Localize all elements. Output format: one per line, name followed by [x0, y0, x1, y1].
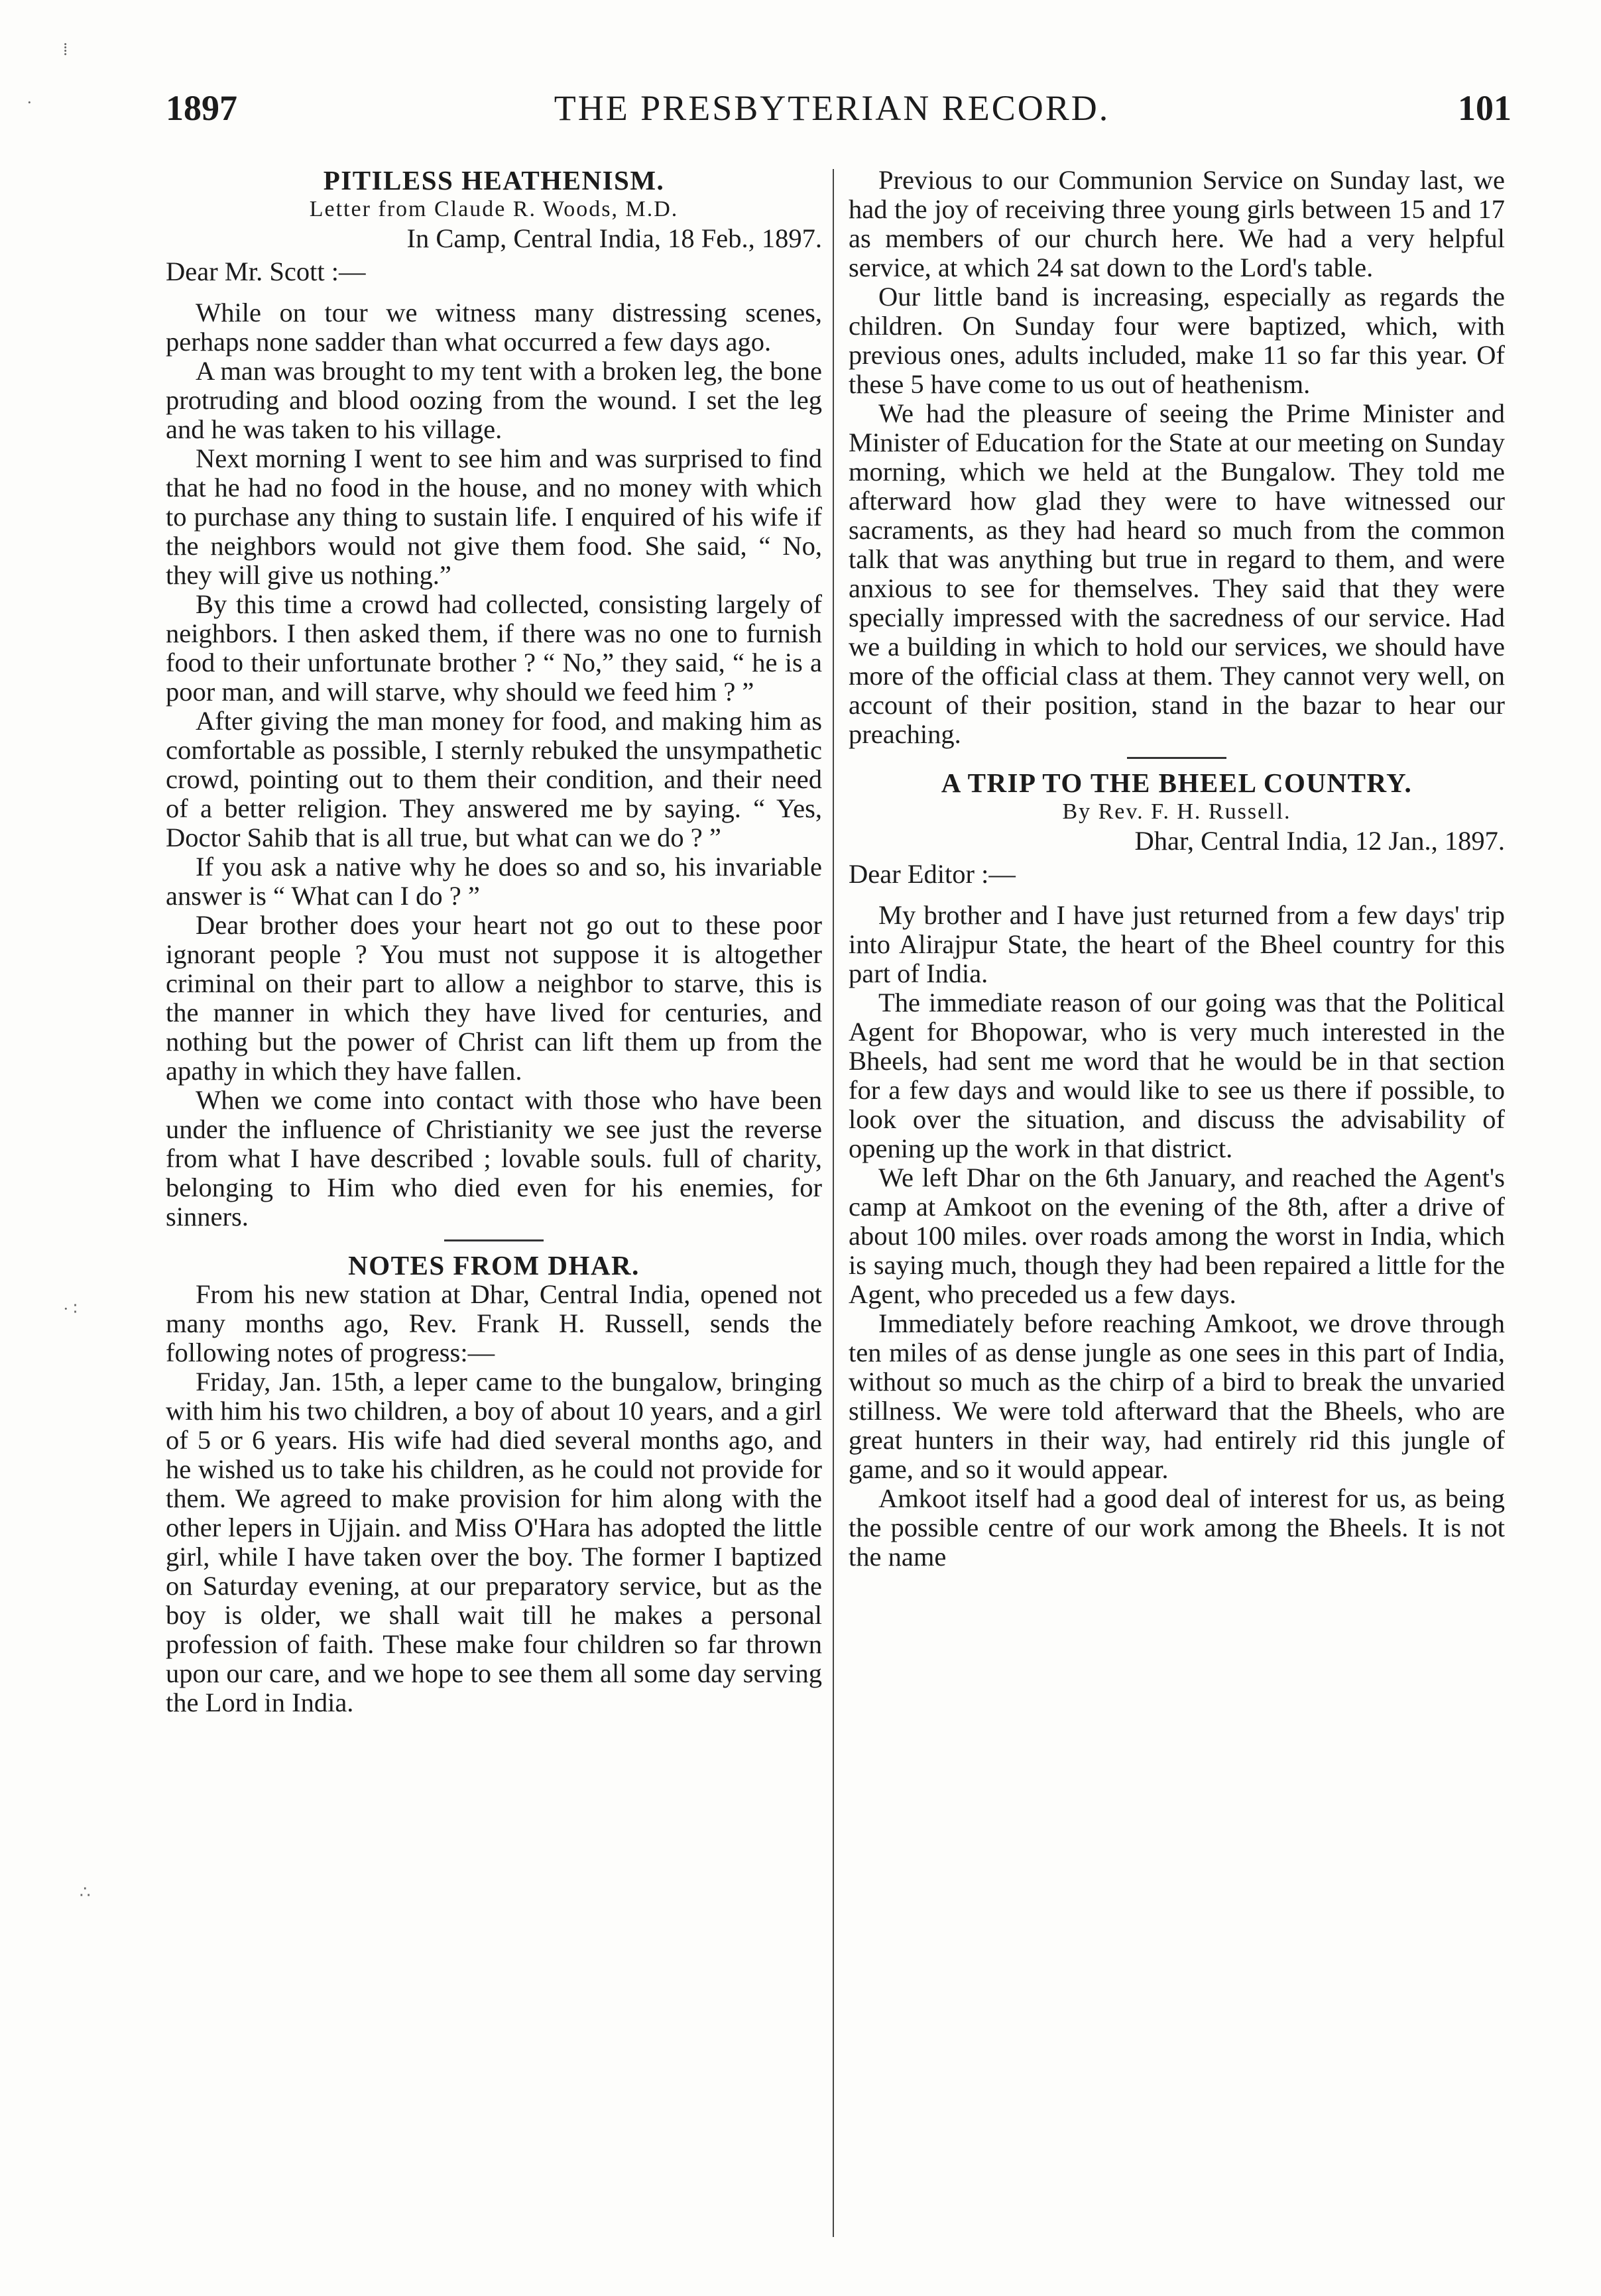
article-title-pitiless-heathenism: PITILESS HEATHENISM. — [323, 166, 665, 196]
column-divider — [833, 169, 834, 2237]
article-title-notes-from-dhar: NOTES FROM DHAR. — [348, 1250, 640, 1281]
article-dateline: Dhar, Central India, 12 Jan., 1897. — [1134, 826, 1505, 856]
article-paragraph: If you ask a native why he does so and so, his invariable answer is “ What can I do ? ” — [166, 852, 822, 911]
article-paragraph: Immediately before reaching Amkoot, we drove through ten miles of as dense jungle as one sees in this part of India, without so much as the chirp of a bird to break the unvaried stillness. We were told afterward that the Bheels, who are great hunters in their way, had entirely rid this jungle of game, and so it would appear. — [849, 1308, 1505, 1484]
article-paragraph: A man was brought to my tent with a broken leg, the bone protruding and blood oozing from the wound. I set the leg and he was taken to his village. — [166, 356, 822, 444]
article-paragraph: Dear brother does your heart not go out to these poor ignorant people ? You must not suppose it is altogether criminal on their part to allow a neighbor to starve, this is the manner in which they have lived for centuries, and nothing but the power of Christ can lift them up from the apathy in which they have fallen. — [166, 910, 822, 1086]
header-title: THE PRESBYTERIAN RECORD. — [554, 88, 1110, 128]
article-byline: By Rev. F. H. Russell. — [1062, 799, 1291, 824]
section-separator — [444, 1239, 544, 1241]
article-paragraph: The immediate reason of our going was that the Political Agent for Bhopowar, who is very much interested in the Bheels, had sent me word that he would be in that section for a few days and would like to see us there if possible, to look over the situation, and discuss the advisability of opening up the work in that district. — [849, 988, 1505, 1163]
margin-speck: ⁞ — [63, 40, 68, 59]
article-paragraph: When we come into contact with those who have been under the influence of Christianity we see just the reverse from what I have described ; lovable souls. full of charity, belonging to Him who died even for his enemies, for sinners. — [166, 1085, 822, 1232]
margin-speck: · ∶ — [63, 1299, 78, 1318]
article-salutation: Dear Mr. Scott :— — [166, 257, 366, 286]
page-header — [152, 85, 1512, 144]
header-year: 1897 — [166, 88, 237, 128]
article-paragraph: Amkoot itself had a good deal of interest for us, as being the possible centre of our work among the Bheels. It is not the name — [849, 1483, 1505, 1572]
article-paragraph: Our little band is increasing, especially as regards the children. On Sunday four were baptized, which, with previous ones, adults included, make 11 so far this year. Of these 5 have come to us out of heathenism. — [849, 282, 1505, 399]
article-dateline: In Camp, Central India, 18 Feb., 1897. — [406, 223, 822, 253]
article-title-bheel-country: A TRIP TO THE BHEEL COUNTRY. — [941, 768, 1413, 798]
article-paragraph: After giving the man money for food, and making him as comfortable as possible, I sternly rebuked the unsympathetic crowd, pointing out to them their condition, and their need of a better religion. They answered me by saying. “ Yes, Doctor Sahib that is all true, but what can we do ? ” — [166, 706, 822, 852]
article-salutation: Dear Editor :— — [849, 859, 1016, 889]
article-paragraph: We had the pleasure of seeing the Prime Minister and Minister of Education for the State at our meeting on Sunday morning, which we held at the Bungalow. They told me afterward how glad they were to have witnessed our sacraments, as they had heard so much from the common talk that was anything but true in regard to them, and were anxious to see for themselves. They said that they were specially impressed with the sacredness of our service. Had we a building in which to hold our services, we should have more of the official class at them. They cannot very well, on account of their position, stand in the bazar to hear our preaching. — [849, 398, 1505, 749]
article-paragraph: Next morning I went to see him and was surprised to find that he had no food in the house, and no money with which to purchase any thing to sustain life. I enquired of his wife if the neighbors would not give them food. She said, “ No, they will give us nothing.” — [166, 443, 822, 590]
article-byline: Letter from Claude R. Woods, M.D. — [309, 197, 679, 221]
section-separator — [1127, 757, 1226, 759]
right-column — [849, 166, 1505, 2254]
margin-speck: · — [27, 93, 32, 112]
article-paragraph: We left Dhar on the 6th January, and reached the Agent's camp at Amkoot on the evening of the 8th, after a drive of about 100 miles. over roads among the worst in India, which is saying much, though they had been repaired a little for the Agent, who preceded us a few days. — [849, 1163, 1505, 1309]
article-paragraph: While on tour we witness many distressing scenes, perhaps none sadder than what occurred a few days ago. — [166, 298, 822, 357]
article-paragraph: By this time a crowd had collected, consisting largely of neighbors. I then asked them, if there was no one to furnish food to their unfortunate brother ? “ No,” they said, “ he is a poor man, and will starve, why should we feed him ? ” — [166, 589, 822, 707]
article-paragraph: Friday, Jan. 15th, a leper came to the bungalow, bringing with him his two children, a boy of about 10 years, and a girl of 5 or 6 years. His wife had died several months ago, and he wished us to take his children, as he could not provide for them. We agreed to make provision for him along with the other lepers in Ujjain. and Miss O'Hara has adopted the little girl, while I have taken over the boy. The former I baptized on Saturday evening, at our preparatory service, but as the boy is older, we shall wait till he makes a personal profession of faith. These make four children so far thrown upon our care, and we hope to see them all some day serving the Lord in India. — [166, 1367, 822, 1717]
left-column — [166, 166, 822, 2254]
margin-speck: ∴ — [80, 1882, 91, 1902]
article-paragraph: Previous to our Communion Service on Sunday last, we had the joy of receiving three young girls between 15 and 17 as members of our church here. We had a very helpful service, at which 24 sat down to the Lord's table. — [849, 166, 1505, 282]
article-paragraph: My brother and I have just returned from a few days' trip into Alirajpur State, the heart of the Bheel country for this part of India. — [849, 900, 1505, 988]
article-paragraph: From his new station at Dhar, Central India, opened not many months ago, Rev. Frank H. Russell, sends the following notes of progress:— — [166, 1279, 822, 1367]
header-page-number: 101 — [1458, 88, 1512, 128]
